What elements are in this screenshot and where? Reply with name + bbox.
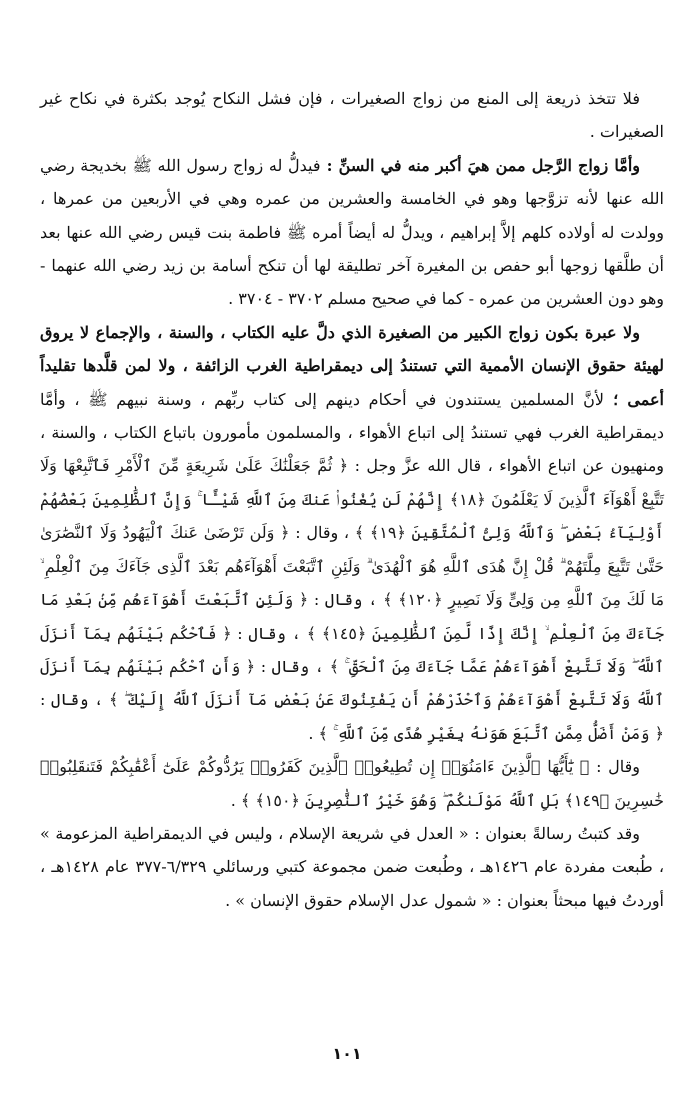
body-text	[40, 82, 664, 917]
paragraph-text: ، وقال :	[40, 690, 109, 710]
paragraph-text: فيدلُّ له زواج رسول الله ﷺ بخديجة رضي الله عنها لأنه تزوَّجها وهو في الخامسة والعشرين من عمره وهي في الأربعين من عمرها ، وولدت له أولاده كلهم إلاَّ إبراهيم ، ويدلُّ له أيضاً أمره ﷺ فاطمة بنت قيس رضي الله عنها بعد أن طلَّقها زوجها أبو حفص بن المغيرة آخر تطليقة لها أن تنكح أسامة بن زيد رضي الله عنهما - وهو دون العشرين من عمره - كما في صحيح مسلم ٣٧٠٢ - ٣٧٠٤ .	[40, 155, 665, 309]
quran-verse: ﴿ فَٱحْكُم بَيْنَهُم بِمَآ أَنزَلَ ٱللَّهُ ۖ وَلَا تَتَّبِعْ أَهْوَآءَهُمْ عَمَّا جَآءَكَ مِنَ ٱلْحَقِّ ۚ ﴾	[40, 623, 664, 676]
paragraph	[40, 82, 664, 149]
quran-verse: ﴿ يَٰٓأَيُّهَا ٱلَّذِينَ ءَامَنُوٓا۟ إِن تُطِيعُوا۟ ٱلَّذِينَ كَفَرُوا۟ يَرُدُّوكُمْ عَلَىٰٓ أَعْقَٰبِكُمْ فَتَنقَلِبُوا۟ خَٰسِرِينَ ﴿١٤٩﴾ بَلِ ٱللَّهُ مَوْلَىٰكُمْ ۖ وَهُوَ خَيْرُ ٱلنَّٰصِرِينَ ﴿١٥٠﴾ ﴾	[40, 757, 664, 810]
paragraph-text: ، وقال :	[289, 523, 355, 543]
paragraph-text: ، وقال :	[255, 656, 330, 676]
quran-verse: ﴿ وَلَن تَرْضَىٰ عَنكَ ٱلْيَهُودُ وَلَا ٱلنَّصَٰرَىٰ حَتَّىٰ تَتَّبِعَ مِلَّتَهُمْ ۗ قُلْ إِنَّ هُدَى ٱللَّهِ هُوَ ٱلْهُدَىٰ ۗ وَلَئِنِ ٱتَّبَعْتَ أَهْوَآءَهُم بَعْدَ ٱلَّذِى جَآءَكَ مِنَ ٱلْعِلْمِ ۙ مَا لَكَ مِنَ ٱللَّهِ مِن وَلِىٍّ وَلَا نَصِيرٍ ﴿١٢٠﴾ ﴾	[40, 523, 665, 610]
bold-heading-text: ولا عبرة بكون زواج الكبير من الصغيرة الذي دلَّ عليه الكتاب ، والسنة ، والإجماع لا يروق لهيئة حقوق الإنسان الأممية التي تستندُ إلى ديمقراطية الغرب الزائفة ، ولا لمن قلَّدها تقليداً أعمى ؛	[40, 322, 664, 409]
paragraph-text: ، وقال :	[231, 623, 307, 643]
paragraph	[40, 316, 664, 750]
paragraph-text: وقد كتبتُ رسالةً بعنوان : « العدل في شريعة الإسلام ، وليس في الديمقراطية المزعومة » ، طُبعت مفردة عام ١٤٢٦هـ ، وطُبعت ضمن مجموعة كتبي ورسائلي ٦/٣٢٩-٣٧٧ عام ١٤٢٨هـ ، أوردتُ فيها مبحثاً بعنوان : « شمول عدل الإسلام حقوق الإنسان » .	[40, 823, 665, 910]
paragraph-text: فلا تتخذ ذريعة إلى المنع من زواج الصغيرات ، فإن فشل النكاح يُوجد بكثرة في نكاح غير الصغيرات .	[40, 89, 664, 142]
paragraph-text: وقال :	[589, 757, 640, 777]
paragraph-text: .	[230, 790, 241, 810]
quran-verse: ﴿ وَلَئِنِ ٱتَّبَعْتَ أَهْوَآءَهُم مِّنۢ بَعْدِ مَا جَآءَكَ مِنَ ٱلْعِلْمِ ۙ إِنَّكَ إِذًا لَّمِنَ ٱلظَّٰلِمِينَ ﴿١٤٥﴾ ﴾	[40, 590, 665, 643]
paragraph-text: لأنَّ المسلمين يستندون في أحكام دينهم إلى كتاب ربِّهم ، وسنة نبيهم ﷺ ، وأمَّا ديمقراطية الغرب فهي تستندُ إلى اتباع الأهواء ، والمسلمون مأمورون باتباع الكتاب ، والسنة ، ومنهيون عن اتباع الأهواء ، قال الله عزَّ وجل :	[40, 389, 664, 476]
paragraph	[40, 817, 664, 917]
paragraph	[40, 750, 664, 817]
bold-heading-text: وأمَّا زواج الرَّجل ممن هيَ أكبر منه في السنِّ :	[320, 155, 641, 175]
page-number: ١٠١	[332, 1044, 362, 1063]
quran-verse: ﴿ ثُمَّ جَعَلْنَٰكَ عَلَىٰ شَرِيعَةٍ مِّنَ ٱلْأَمْرِ فَٱتَّبِعْهَا وَلَا تَتَّبِعْ أَهْوَآءَ ٱلَّذِينَ لَا يَعْلَمُونَ ﴿١٨﴾ إِنَّهُمْ لَن يُغْنُوا۟ عَنكَ مِنَ ٱللَّهِ شَيْـًٔا ۚ وَإِنَّ ٱلظَّٰلِمِينَ بَعْضُهُمْ أَوْلِيَآءُ بَعْضٍ ۖ وَٱللَّهُ وَلِىُّ ٱلْمُتَّقِينَ ﴿١٩﴾ ﴾	[40, 456, 664, 543]
paragraph-text: .	[308, 723, 319, 743]
paragraph	[40, 149, 664, 316]
quran-verse: ﴿ وَمَنْ أَضَلُّ مِمَّنِ ٱتَّبَعَ هَوَىٰهُ بِغَيْرِ هُدًى مِّنَ ٱللَّهِ ۚ ﴾	[318, 723, 664, 743]
quran-verse: ﴿ وَأَنِ ٱحْكُم بَيْنَهُم بِمَآ أَنزَلَ ٱللَّهُ وَلَا تَتَّبِعْ أَهْوَآءَهُمْ وَٱحْذَرْهُمْ أَن يَفْتِنُوكَ عَنۢ بَعْضِ مَآ أَنزَلَ ٱللَّهُ إِلَيْكَ ۖ ﴾	[40, 656, 664, 710]
paragraph-text: ، وقال :	[308, 590, 384, 610]
